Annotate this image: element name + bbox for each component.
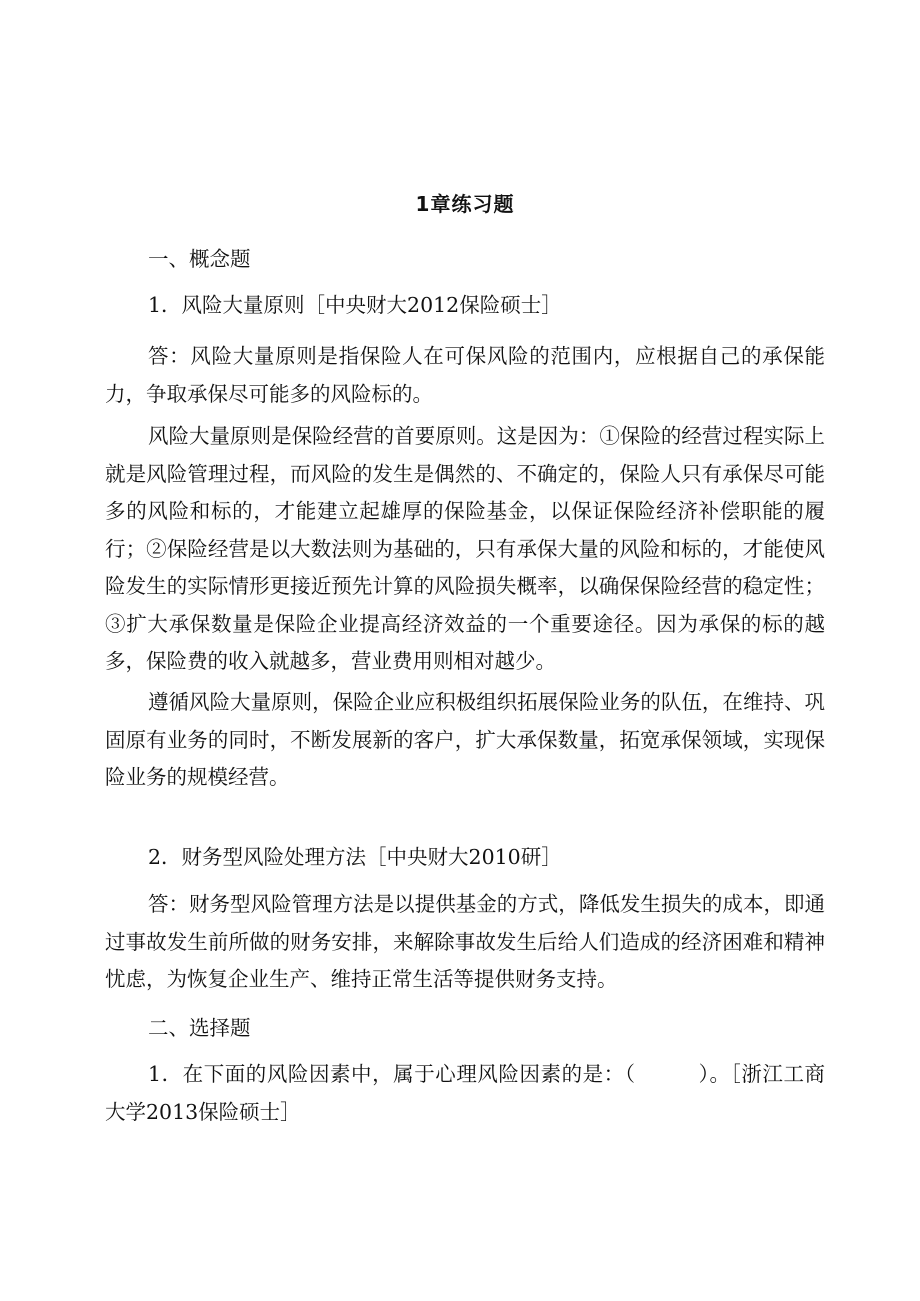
question-1-conclusion: 遵循风险大量原则，保险企业应积极组织拓展保险业务的队伍，在维持、巩固原有业务的同时，不断发展新的客户，扩大承保数量，拓宽承保领域，实现保险业务的规模经营。 [105, 690, 825, 789]
page-title: 1章练习题 [415, 192, 515, 216]
question-1-heading: 1．风险大量原则［中央财大2012保险硕士］ [148, 293, 562, 317]
question-2-heading: 2．财务型风险处理方法［中央财大2010研］ [148, 845, 562, 869]
concepts-section-heading: 一、概念题 [148, 247, 251, 271]
question-2-answer: 答：财务型风险管理方法是以提供基金的方式，降低发生损失的成本，即通过事故发生前所做的财务安排，来解除事故发生后给人们造成的经济困难和精神忧虑，为恢复企业生产、维持正常生活等提供财务支持。 [105, 892, 825, 991]
choice-question-1: 1．在下面的风险因素中，属于心理风险因素的是：（ ）。［浙江工商大学2013保险硕士］ [105, 1062, 825, 1124]
question-1-explanation: 风险大量原则是保险经营的首要原则。这是因为：①保险的经营过程实际上就是风险管理过程，而风险的发生是偶然的、不确定的，保险人只有承保尽可能多的风险和标的，才能建立起雄厚的保险基金，以保证保险经济补偿职能的履行；②保险经营是以大数法则为基础的，只有承保大量的风险和标的，才能使风险发生的实际情形更接近预先计算的风险损失概率，以确保保险经营的稳定性；③扩大承保数量是保险企业提高经济效益的一个重要途径。因为承保的标的越多，保险费的收入就越多，营业费用则相对越少。 [105, 424, 825, 673]
question-1-answer: 答：风险大量原则是指保险人在可保风险的范围内，应根据自己的承保能力，争取承保尽可能多的风险标的。 [105, 344, 825, 406]
choice-section-heading: 二、选择题 [148, 1016, 251, 1040]
